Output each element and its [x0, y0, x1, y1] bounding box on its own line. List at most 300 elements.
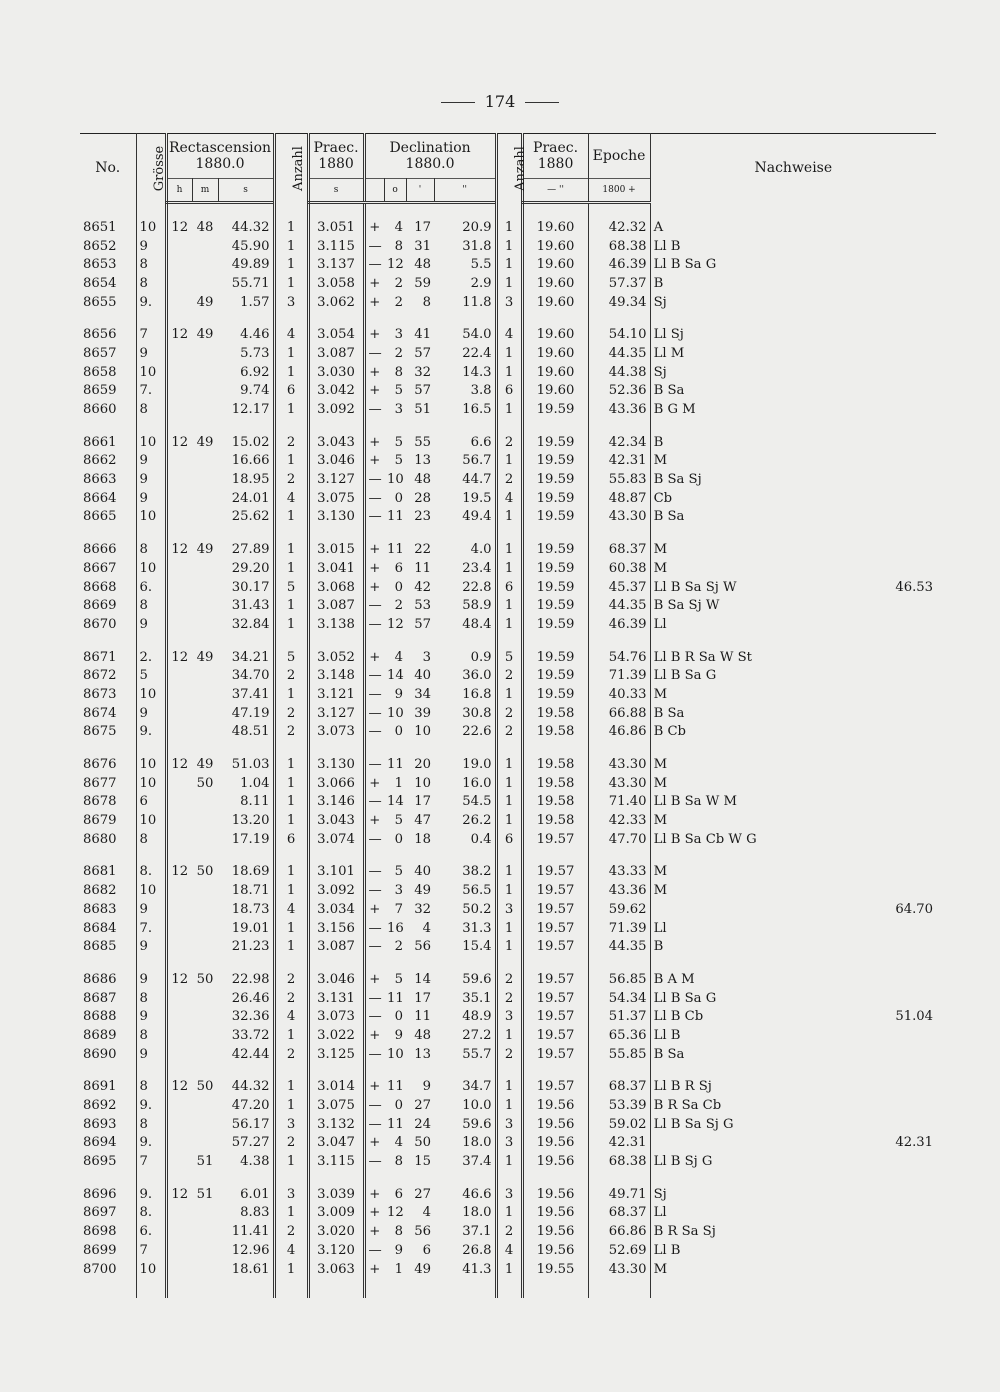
ra-minutes-cell	[192, 1204, 218, 1223]
precession-decl-cell: 19.57	[522, 937, 588, 956]
ra-minutes-cell: 50	[196, 971, 214, 987]
star-number-cell: 8680	[83, 831, 117, 847]
count-decl-cell: 3	[496, 900, 522, 919]
header-declination: Declination 1880.0	[364, 134, 496, 179]
decl-minutes-cell: 27	[414, 1098, 432, 1114]
precession-ra-cell: 3.062	[308, 293, 364, 312]
ra-minutes-cell	[192, 1260, 218, 1279]
epoch-cell: 44.35	[588, 596, 650, 615]
decl-minutes-cell: 56	[414, 939, 432, 955]
precession-decl-cell: 19.58	[522, 811, 588, 830]
ra-hours-cell	[166, 489, 192, 508]
epoch-cell: 71.39	[588, 666, 650, 685]
nachweise-cell: B R Sa Sj	[650, 1222, 820, 1241]
extra-epoch-cell	[820, 1241, 936, 1260]
precession-ra-cell: 3.046	[308, 970, 364, 989]
decl-minutes-cell: 39	[414, 705, 432, 721]
ra-seconds-cell: 44.32	[231, 1079, 270, 1095]
ra-seconds-cell: 30.17	[231, 579, 270, 595]
extra-epoch-cell	[820, 1185, 936, 1204]
count-decl-cell: 2	[496, 470, 522, 489]
decl-degrees-cell: 9	[394, 686, 404, 702]
nachweise-cell: B Sa	[650, 382, 820, 401]
precession-ra-cell: 3.073	[308, 1007, 364, 1026]
epoch-cell: 52.69	[588, 1241, 650, 1260]
ra-hours-cell	[166, 666, 192, 685]
ra-hours-cell	[166, 774, 192, 793]
star-number-cell: 8696	[83, 1186, 117, 1202]
ra-minutes-cell	[192, 489, 218, 508]
ra-hours-cell	[166, 989, 192, 1008]
star-number-cell: 8667	[83, 560, 117, 576]
magnitude-cell: 10	[136, 685, 166, 704]
table-row	[80, 293, 936, 312]
magnitude-cell: 9	[136, 489, 166, 508]
decl-degrees-cell: 3	[394, 883, 404, 899]
ra-seconds-cell: 32.36	[231, 1009, 270, 1025]
nachweise-cell: Ll B Sa Sj G	[650, 1115, 820, 1134]
star-number-cell: 8671	[83, 649, 117, 665]
epoch-cell: 54.76	[588, 648, 650, 667]
precession-decl-cell: 19.60	[522, 382, 588, 401]
nachweise-cell: M	[650, 863, 820, 882]
star-number-cell: 8674	[83, 705, 117, 721]
star-number-cell: 8686	[83, 971, 117, 987]
count-ra-cell: 1	[274, 508, 308, 527]
header-groesse: Grösse	[136, 134, 166, 203]
ra-hours-cell	[166, 615, 192, 634]
precession-decl-cell: 19.59	[522, 596, 588, 615]
star-number-cell: 8662	[83, 453, 117, 469]
nachweise-cell: Ll B Sa Cb W G	[650, 830, 820, 849]
count-decl-cell: 1	[496, 793, 522, 812]
nachweise-cell: B	[650, 433, 820, 452]
ra-seconds-cell: 49.89	[231, 257, 270, 273]
ra-minutes-cell	[192, 881, 218, 900]
extra-epoch-cell	[820, 989, 936, 1008]
precession-decl-cell: 19.58	[522, 704, 588, 723]
precession-ra-cell: 3.115	[308, 1152, 364, 1171]
extra-epoch-cell	[820, 344, 936, 363]
ra-seconds-cell: 8.83	[240, 1205, 270, 1221]
table-row	[80, 1007, 936, 1026]
ra-minutes-cell	[192, 1134, 218, 1153]
table-row	[80, 900, 936, 919]
magnitude-cell: 7	[136, 1241, 166, 1260]
decl-sign-cell: —	[364, 255, 384, 274]
ra-seconds-cell: 57.27	[231, 1135, 270, 1151]
decl-minutes-cell: 51	[414, 402, 432, 418]
decl-minutes-cell: 57	[414, 383, 432, 399]
decl-seconds-cell: 54.5	[462, 794, 492, 810]
table-row	[80, 937, 936, 956]
ra-hours-cell	[166, 452, 192, 471]
decl-minutes-cell: 40	[414, 864, 432, 880]
decl-degrees-cell: 7	[394, 901, 404, 917]
count-ra-cell: 2	[274, 470, 308, 489]
decl-minutes-cell: 40	[414, 668, 432, 684]
magnitude-cell: 10	[136, 811, 166, 830]
nachweise-cell: M	[650, 452, 820, 471]
table-row	[80, 1096, 936, 1115]
table-row	[80, 1115, 936, 1134]
ra-seconds-cell: 11.41	[231, 1224, 270, 1240]
decl-minutes-cell: 48	[414, 1027, 432, 1043]
precession-decl-cell: 19.57	[522, 1045, 588, 1064]
extra-epoch-cell	[820, 452, 936, 471]
header-ra: Rectascension 1880.0	[166, 134, 274, 179]
count-ra-cell: 1	[274, 237, 308, 256]
decl-seconds-cell: 34.7	[462, 1079, 492, 1095]
decl-minutes-cell: 53	[414, 598, 432, 614]
count-decl-cell: 1	[496, 363, 522, 382]
decl-sign-cell: +	[364, 970, 384, 989]
magnitude-cell: 8	[136, 1078, 166, 1097]
star-number-cell: 8666	[83, 542, 117, 558]
precession-decl-cell: 19.60	[522, 344, 588, 363]
decl-seconds-cell: 36.0	[462, 668, 492, 684]
precession-ra-cell: 3.127	[308, 470, 364, 489]
magnitude-cell: 9	[136, 937, 166, 956]
group-spacer	[80, 956, 936, 970]
catalogue-body	[80, 203, 936, 1299]
decl-degrees-cell: 11	[387, 542, 404, 558]
precession-ra-cell: 3.146	[308, 793, 364, 812]
count-ra-cell: 2	[274, 989, 308, 1008]
magnitude-cell: 9	[136, 615, 166, 634]
precession-decl-cell: 19.59	[522, 470, 588, 489]
decl-seconds-cell: 3.8	[470, 383, 492, 399]
decl-seconds-cell: 56.7	[462, 453, 492, 469]
ra-hours-cell: 12	[166, 970, 192, 989]
decl-seconds-cell: 31.8	[462, 238, 492, 254]
ra-hours-cell	[166, 919, 192, 938]
ra-minutes-cell	[192, 900, 218, 919]
count-decl-cell: 1	[496, 615, 522, 634]
precession-decl-cell: 19.59	[522, 559, 588, 578]
ra-hours-cell	[166, 1260, 192, 1279]
decl-seconds-cell: 22.8	[462, 579, 492, 595]
decl-minutes-cell: 3	[422, 649, 432, 665]
ra-seconds-cell: 18.95	[231, 472, 270, 488]
precession-ra-cell: 3.101	[308, 863, 364, 882]
precession-decl-cell: 19.60	[522, 218, 588, 237]
decl-seconds-cell: 31.3	[462, 920, 492, 936]
count-ra-cell: 5	[274, 648, 308, 667]
epoch-cell: 65.36	[588, 1026, 650, 1045]
decl-minutes-cell: 18	[414, 831, 432, 847]
magnitude-cell: 8	[136, 255, 166, 274]
ra-seconds-cell: 33.72	[231, 1027, 270, 1043]
star-number-cell: 8687	[83, 990, 117, 1006]
star-number-cell: 8656	[83, 327, 117, 343]
magnitude-cell: 9	[136, 452, 166, 471]
epoch-cell: 60.38	[588, 559, 650, 578]
count-decl-cell: 1	[496, 1260, 522, 1279]
precession-ra-cell: 3.087	[308, 596, 364, 615]
ra-seconds-cell: 5.73	[240, 345, 270, 361]
decl-degrees-cell: 4	[394, 219, 404, 235]
epoch-cell: 48.87	[588, 489, 650, 508]
precession-ra-cell: 3.041	[308, 559, 364, 578]
precession-decl-cell: 19.58	[522, 774, 588, 793]
decl-minutes-cell: 49	[414, 1261, 432, 1277]
star-number-cell: 8698	[83, 1224, 117, 1240]
ra-hours-cell	[166, 578, 192, 597]
nachweise-cell: M	[650, 811, 820, 830]
epoch-cell: 45.37	[588, 578, 650, 597]
decl-seconds-cell: 16.5	[462, 402, 492, 418]
precession-ra-cell: 3.068	[308, 578, 364, 597]
table-row	[80, 704, 936, 723]
ra-seconds-cell: 24.01	[231, 490, 270, 506]
decl-sign-cell: —	[364, 704, 384, 723]
count-decl-cell: 4	[496, 1241, 522, 1260]
nachweise-cell: B	[650, 937, 820, 956]
decl-sign-cell: —	[364, 881, 384, 900]
precession-decl-cell: 19.56	[522, 1134, 588, 1153]
extra-epoch-cell	[820, 508, 936, 527]
magnitude-cell: 10	[136, 559, 166, 578]
decl-minutes-cell: 57	[414, 616, 432, 632]
ra-hours-cell	[166, 559, 192, 578]
count-decl-cell: 1	[496, 596, 522, 615]
table-row	[80, 830, 936, 849]
epoch-cell: 40.33	[588, 685, 650, 704]
decl-minutes-cell: 47	[414, 813, 432, 829]
star-number-cell: 8688	[83, 1009, 117, 1025]
magnitude-cell: 9	[136, 900, 166, 919]
ra-minutes-cell	[192, 596, 218, 615]
count-ra-cell: 1	[274, 863, 308, 882]
count-decl-cell: 1	[496, 237, 522, 256]
ra-minutes-cell	[192, 830, 218, 849]
ra-minutes-cell	[192, 1026, 218, 1045]
nachweise-cell: B R Sa Cb	[650, 1096, 820, 1115]
extra-epoch-cell: 51.04	[895, 1009, 934, 1025]
decl-seconds-cell: 27.2	[462, 1027, 492, 1043]
decl-minutes-cell: 20	[414, 757, 432, 773]
star-number-cell: 8651	[83, 219, 117, 235]
header-decl-deg: o	[384, 179, 406, 203]
decl-seconds-cell: 59.6	[462, 971, 492, 987]
star-number-cell: 8693	[83, 1116, 117, 1132]
count-decl-cell: 1	[496, 218, 522, 237]
ra-minutes-cell	[192, 344, 218, 363]
table-row	[80, 1185, 936, 1204]
count-ra-cell: 4	[274, 489, 308, 508]
precession-ra-cell: 3.127	[308, 704, 364, 723]
extra-epoch-cell	[820, 1152, 936, 1171]
precession-decl-cell: 19.56	[522, 1096, 588, 1115]
table-row	[80, 363, 936, 382]
count-ra-cell: 2	[274, 704, 308, 723]
magnitude-cell: 2.	[136, 648, 166, 667]
precession-ra-cell: 3.115	[308, 237, 364, 256]
magnitude-cell: 9	[136, 237, 166, 256]
extra-epoch-cell	[820, 1078, 936, 1097]
magnitude-cell: 9.	[136, 1185, 166, 1204]
ra-seconds-cell: 56.17	[231, 1116, 270, 1132]
table-row	[80, 793, 936, 812]
ra-minutes-cell: 49	[196, 542, 214, 558]
ra-minutes-cell: 49	[196, 434, 214, 450]
decl-seconds-cell: 2.9	[470, 275, 492, 291]
ra-seconds-cell: 6.01	[240, 1186, 270, 1202]
precession-decl-cell: 19.59	[522, 433, 588, 452]
precession-decl-cell: 19.59	[522, 489, 588, 508]
precession-decl-cell: 19.59	[522, 615, 588, 634]
epoch-cell: 71.39	[588, 919, 650, 938]
precession-ra-cell: 3.054	[308, 325, 364, 344]
count-ra-cell: 1	[274, 274, 308, 293]
ra-minutes-cell	[192, 559, 218, 578]
magnitude-cell: 7.	[136, 919, 166, 938]
table-row	[80, 1222, 936, 1241]
ra-seconds-cell: 22.98	[231, 971, 270, 987]
precession-ra-cell: 3.063	[308, 1260, 364, 1279]
decl-sign-cell: +	[364, 325, 384, 344]
magnitude-cell: 6.	[136, 1222, 166, 1241]
decl-seconds-cell: 26.8	[462, 1242, 492, 1258]
table-row	[80, 666, 936, 685]
ra-seconds-cell: 31.43	[231, 598, 270, 614]
ra-minutes-cell: 49	[196, 294, 214, 310]
count-ra-cell: 2	[274, 433, 308, 452]
epoch-cell: 68.37	[588, 1204, 650, 1223]
table-row	[80, 344, 936, 363]
decl-sign-cell: +	[364, 578, 384, 597]
extra-epoch-cell	[820, 540, 936, 559]
precession-decl-cell: 19.57	[522, 1078, 588, 1097]
precession-decl-cell: 19.57	[522, 989, 588, 1008]
decl-seconds-cell: 11.8	[462, 294, 492, 310]
decl-degrees-cell: 9	[394, 1027, 404, 1043]
ra-minutes-cell	[192, 452, 218, 471]
ra-minutes-cell	[192, 237, 218, 256]
count-decl-cell: 1	[496, 1078, 522, 1097]
decl-minutes-cell: 31	[414, 238, 432, 254]
table-row	[80, 615, 936, 634]
decl-sign-cell: —	[364, 830, 384, 849]
decl-seconds-cell: 59.6	[462, 1116, 492, 1132]
count-decl-cell: 1	[496, 559, 522, 578]
group-spacer	[80, 526, 936, 540]
precession-decl-cell: 19.57	[522, 1007, 588, 1026]
extra-epoch-cell	[820, 255, 936, 274]
header-ra-h: h	[166, 179, 192, 203]
nachweise-cell: B Sa Sj W	[650, 596, 820, 615]
nachweise-cell: Ll B Sa W M	[650, 793, 820, 812]
header-ra-m: m	[192, 179, 218, 203]
extra-epoch-cell	[820, 919, 936, 938]
count-decl-cell: 2	[496, 970, 522, 989]
count-decl-cell: 1	[496, 919, 522, 938]
extra-epoch-cell	[820, 470, 936, 489]
extra-epoch-cell	[820, 400, 936, 419]
precession-ra-cell: 3.014	[308, 1078, 364, 1097]
decl-seconds-cell: 0.9	[470, 649, 492, 665]
nachweise-cell: Ll	[650, 615, 820, 634]
star-number-cell: 8665	[83, 509, 117, 525]
decl-seconds-cell: 37.1	[462, 1224, 492, 1240]
epoch-cell: 54.34	[588, 989, 650, 1008]
decl-seconds-cell: 23.4	[462, 560, 492, 576]
decl-degrees-cell: 5	[394, 383, 404, 399]
count-decl-cell: 1	[496, 255, 522, 274]
magnitude-cell: 9	[136, 704, 166, 723]
star-number-cell: 8670	[83, 616, 117, 632]
ra-seconds-cell: 34.21	[231, 649, 270, 665]
star-number-cell: 8695	[83, 1154, 117, 1170]
count-decl-cell: 1	[496, 274, 522, 293]
table-row	[80, 325, 936, 344]
table-row	[80, 1134, 936, 1153]
decl-seconds-cell: 18.0	[462, 1205, 492, 1221]
epoch-cell: 49.71	[588, 1185, 650, 1204]
decl-degrees-cell: 0	[394, 1098, 404, 1114]
decl-sign-cell: —	[364, 1115, 384, 1134]
decl-sign-cell: —	[364, 1241, 384, 1260]
magnitude-cell: 10	[136, 508, 166, 527]
table-row	[80, 1152, 936, 1171]
precession-decl-cell: 19.60	[522, 293, 588, 312]
magnitude-cell: 10	[136, 218, 166, 237]
count-ra-cell: 1	[274, 1096, 308, 1115]
nachweise-cell: Ll	[650, 1204, 820, 1223]
count-ra-cell: 1	[274, 615, 308, 634]
ra-hours-cell	[166, 596, 192, 615]
decl-minutes-cell: 41	[414, 327, 432, 343]
decl-degrees-cell: 5	[394, 453, 404, 469]
ra-seconds-cell: 13.20	[231, 813, 270, 829]
epoch-cell: 68.37	[588, 1078, 650, 1097]
precession-decl-cell: 19.59	[522, 508, 588, 527]
count-decl-cell: 2	[496, 723, 522, 742]
precession-decl-cell: 19.57	[522, 919, 588, 938]
page-number	[400, 92, 600, 111]
magnitude-cell: 5	[136, 666, 166, 685]
magnitude-cell: 9	[136, 1045, 166, 1064]
ra-seconds-cell: 34.70	[231, 668, 270, 684]
ra-minutes-cell	[192, 1115, 218, 1134]
ra-seconds-cell: 37.41	[231, 686, 270, 702]
star-number-cell: 8664	[83, 490, 117, 506]
ra-hours-cell	[166, 811, 192, 830]
extra-epoch-cell	[820, 1204, 936, 1223]
count-ra-cell: 1	[274, 755, 308, 774]
ra-seconds-cell: 32.84	[231, 616, 270, 632]
ra-hours-cell: 12	[166, 325, 192, 344]
epoch-cell: 52.36	[588, 382, 650, 401]
extra-epoch-cell	[820, 274, 936, 293]
decl-minutes-cell: 14	[414, 971, 432, 987]
epoch-cell: 66.88	[588, 704, 650, 723]
decl-degrees-cell: 14	[387, 794, 404, 810]
star-number-cell: 8652	[83, 238, 117, 254]
decl-seconds-cell: 0.4	[470, 831, 492, 847]
count-decl-cell: 3	[496, 1007, 522, 1026]
epoch-cell: 42.33	[588, 811, 650, 830]
page-number-dash-right	[525, 102, 559, 103]
epoch-cell: 68.38	[588, 237, 650, 256]
ra-seconds-cell: 17.19	[231, 831, 270, 847]
magnitude-cell: 8	[136, 830, 166, 849]
decl-seconds-cell: 22.6	[462, 724, 492, 740]
page-number-text: 174	[484, 92, 516, 111]
nachweise-cell: M	[650, 540, 820, 559]
decl-degrees-cell: 2	[394, 939, 404, 955]
